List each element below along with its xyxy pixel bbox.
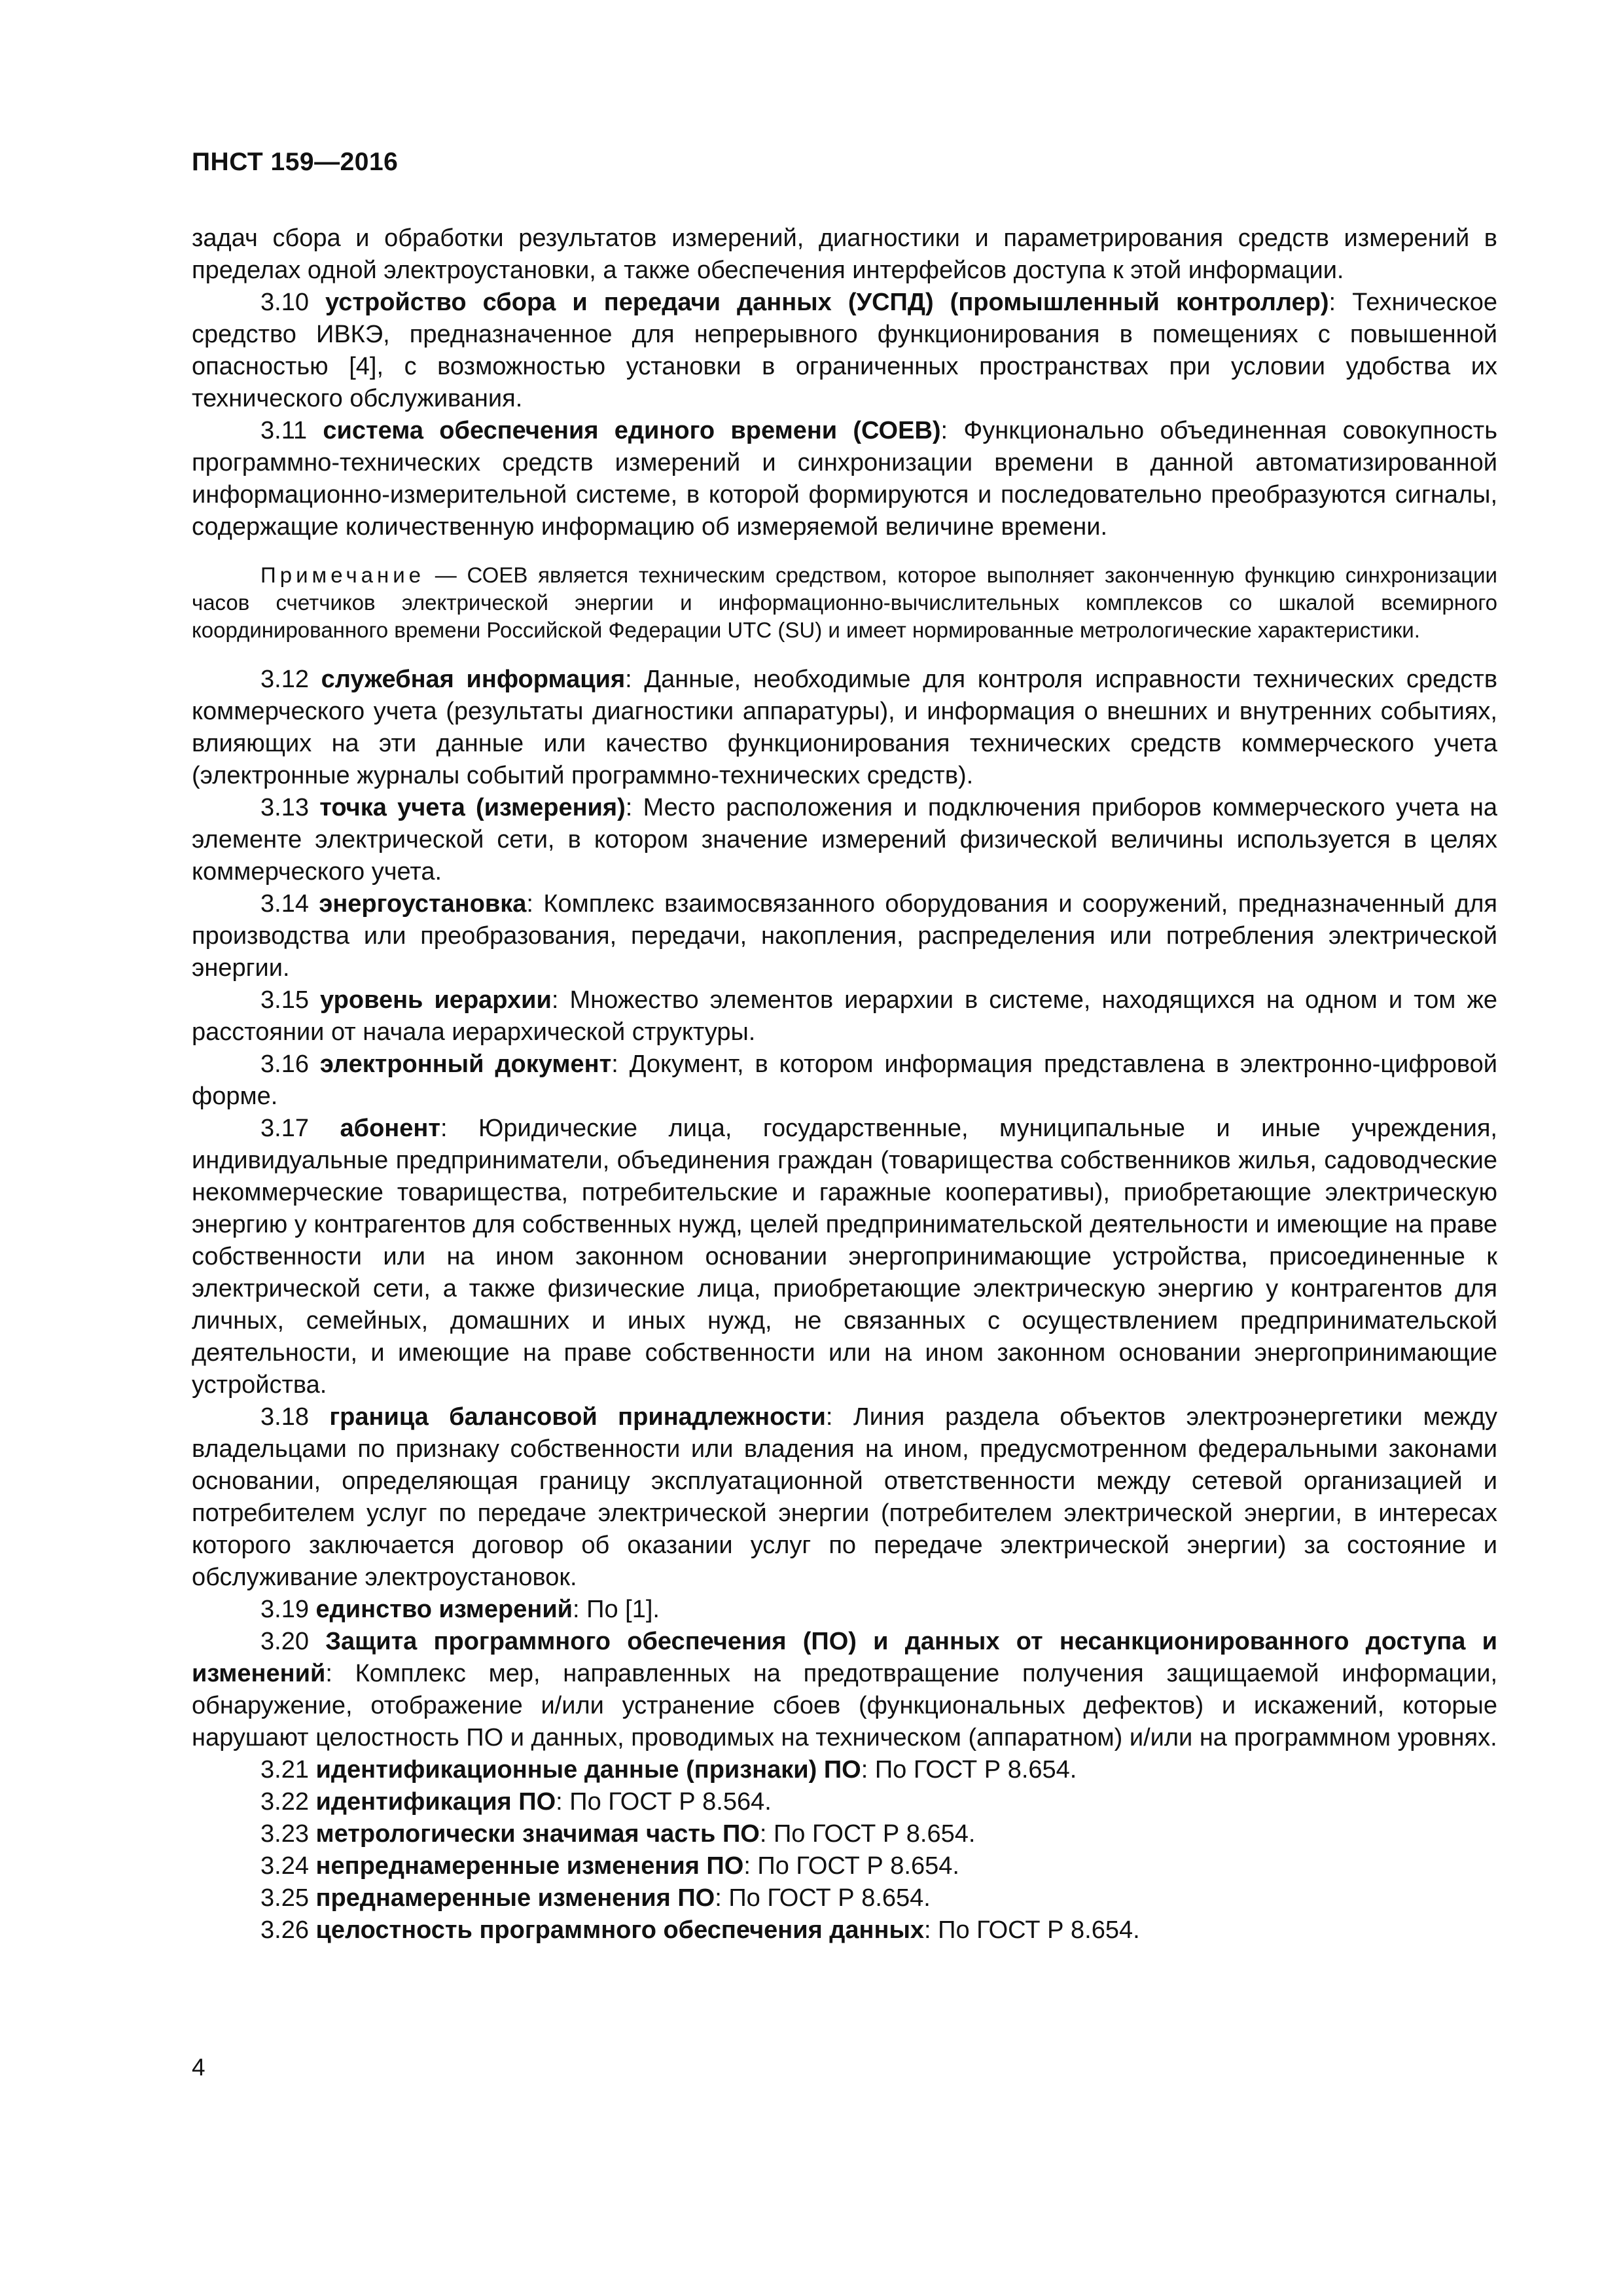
term-name: целостность программного обеспечения данных (315, 1916, 925, 1944)
term-number: 3.20 (260, 1628, 309, 1655)
term-name: энергоустановка (319, 890, 527, 918)
term-definition: : Данные, необходимые для контроля исправности технических средств коммерческого учета (результаты диагностики аппаратуры), и информация о внешних и внутренних событиях, влияющих на эти данные или качество функционирования технических средств коммерческого учета (электронные журналы событий программно-технических средств). (192, 666, 1498, 789)
document-body (192, 223, 1497, 1946)
term-number: 3.10 (260, 289, 309, 316)
term-definition: : Множество элементов иерархии в системе, находящихся на одном и том же расстоянии от начала иерархической структуры. (192, 986, 1497, 1046)
continuation-paragraph: задач сбора и обработки результатов измерений, диагностики и параметрирования средств измерений в пределах одной электроустановки, а также обеспечения интерфейсов доступа к этой информации. (192, 224, 1497, 284)
term-number: 3.16 (260, 1050, 309, 1078)
term-number: 3.17 (260, 1115, 309, 1142)
term-name: метрологически значимая часть ПО (315, 1820, 760, 1848)
term-name: устройство сбора и передачи данных (УСПД) (промышленный контроллер) (325, 289, 1329, 316)
term-definition: : По ГОСТ Р 8.654. (759, 1820, 976, 1848)
term-3-21 (192, 1754, 1497, 1786)
term-3-22 (192, 1786, 1497, 1818)
term-3-13 (192, 792, 1497, 888)
note-paragraph (192, 562, 1497, 644)
note-label: Примечание (260, 563, 425, 587)
term-name: система обеспечения единого времени (СОЕВ) (323, 417, 941, 444)
page-number: 4 (192, 2054, 205, 2081)
term-name: единство измерений (315, 1596, 573, 1623)
term-3-16 (192, 1049, 1497, 1113)
term-definition: : Функционально объединенная совокупность программно-технических средств измерений и синхронизации времени в данной автоматизированной информационно-измерительной системе, в которой формируются и последовательно преобразуются сигналы, содержащие количественную информацию об измеряемой величине времени. (192, 417, 1497, 541)
term-name: абонент (340, 1115, 440, 1142)
term-number: 3.15 (260, 986, 309, 1014)
term-number: 3.18 (260, 1403, 309, 1431)
term-name: уровень иерархии (320, 986, 552, 1014)
term-number: 3.25 (260, 1884, 309, 1912)
term-name: электронный документ (319, 1050, 612, 1078)
term-definition: : По ГОСТ Р 8.654. (743, 1852, 959, 1880)
term-name: идентификация ПО (315, 1788, 556, 1816)
term-number: 3.21 (260, 1756, 309, 1784)
term-number: 3.22 (260, 1788, 309, 1816)
term-definition: : Комплекс взаимосвязанного оборудования и сооружений, предназначенный для производства или преобразования, передачи, накопления, распределения или потребления электрической энергии. (192, 890, 1497, 982)
term-3-11 (192, 415, 1497, 543)
term-number: 3.24 (260, 1852, 309, 1880)
term-3-17 (192, 1113, 1497, 1401)
term-3-18 (192, 1401, 1497, 1594)
term-3-24 (192, 1850, 1497, 1882)
term-number: 3.12 (260, 666, 309, 693)
term-name: граница балансовой принадлежности (329, 1403, 826, 1431)
term-name: точка учета (измерения) (319, 794, 626, 821)
term-definition: : По ГОСТ Р 8.564. (556, 1788, 772, 1816)
term-name: идентификационные данные (признаки) ПО (315, 1756, 861, 1784)
term-definition: : По [1]. (573, 1596, 660, 1623)
term-3-25 (192, 1882, 1497, 1914)
term-3-19 (192, 1594, 1497, 1626)
term-definition: : Линия раздела объектов электроэнергетики между владельцами по признаку собственности или владения на ином, предусмотренном федеральными законами основании, определяющая границу эксплуатационной ответственности между сетевой организацией и потребителем услуг по передаче электрической энергии (потребителем электрической энергии, в интересах которого заключается договор об оказании услуг по передаче электрической энергии) за состояние и обслуживание электроустановок. (192, 1403, 1497, 1591)
term-name: непреднамеренные изменения ПО (315, 1852, 744, 1880)
term-number: 3.19 (260, 1596, 309, 1623)
term-name: служебная информация (321, 666, 626, 693)
term-number: 3.26 (260, 1916, 309, 1944)
term-definition: : Комплекс мер, направленных на предотвращение получения защищаемой информации, обнаружение, отображение и/или устранение сбоев (функциональных дефектов) и искажений, которые нарушают целостность ПО и данных, проводимых на техническом (аппаратном) и/или на программном уровнях. (192, 1660, 1497, 1751)
term-name: Защита программного обеспечения (ПО) и данных от несанкционированного доступа и изменений (192, 1628, 1497, 1687)
term-number: 3.23 (260, 1820, 309, 1848)
term-3-20 (192, 1626, 1497, 1754)
term-definition: : Документ, в котором информация представлена в электронно-цифровой форме. (192, 1050, 1498, 1110)
term-3-12 (192, 664, 1497, 792)
document-code-header: ПНСТ 159—2016 (192, 148, 399, 176)
term-definition: : По ГОСТ Р 8.654. (715, 1884, 931, 1912)
term-number: 3.11 (260, 417, 308, 444)
term-definition: : По ГОСТ Р 8.654. (861, 1756, 1077, 1784)
note-text: — СОЕВ является техническим средством, которое выполняет законченную функцию синхронизации часов счетчиков электрической энергии и информационно-вычислительных комплексов со шкалой всемирного координированного времени Российской Федерации UTC (SU) и имеет нормированные метрологические характеристики. (192, 563, 1497, 642)
term-3-26 (192, 1914, 1497, 1946)
term-definition: : Техническое средство ИВКЭ, предназначенное для непрерывного функционирования в помещениях с повышенной опасностью [4], с возможностью установки в ограниченных пространствах при условии удобства их технического обслуживания. (192, 289, 1497, 412)
term-3-15 (192, 984, 1497, 1049)
term-3-14 (192, 888, 1497, 984)
term-3-23 (192, 1818, 1497, 1850)
term-definition: : По ГОСТ Р 8.654. (924, 1916, 1140, 1944)
term-definition: : Юридические лица, государственные, муниципальные и иные учреждения, индивидуальные предприниматели, объединения граждан (товарищества собственников жилья, садоводческие некоммерческие товарищества, потребительские и гаражные кооперативы), приобретающие электрическую энергию у контрагентов для собственных нужд, целей предпринимательской деятельности и имеющие на праве собственности или на ином законном основании энергопринимающие устройства, присоединенные к электрической сети, а также физические лица, приобретающие электрическую энергию у контрагентов для личных, семейных, домашних и иных нужд, не связанных с осуществлением предпринимательской деятельности, и имеющие на праве собственности или на ином законном основании энергопринимающие устройства. (192, 1115, 1497, 1399)
term-name: преднамеренные изменения ПО (315, 1884, 715, 1912)
term-number: 3.13 (260, 794, 309, 821)
term-definition: : Место расположения и подключения приборов коммерческого учета на элементе электрической сети, в котором значение измерений физической величины используется в целях коммерческого учета. (192, 794, 1498, 886)
term-3-10 (192, 287, 1497, 415)
term-number: 3.14 (260, 890, 309, 918)
